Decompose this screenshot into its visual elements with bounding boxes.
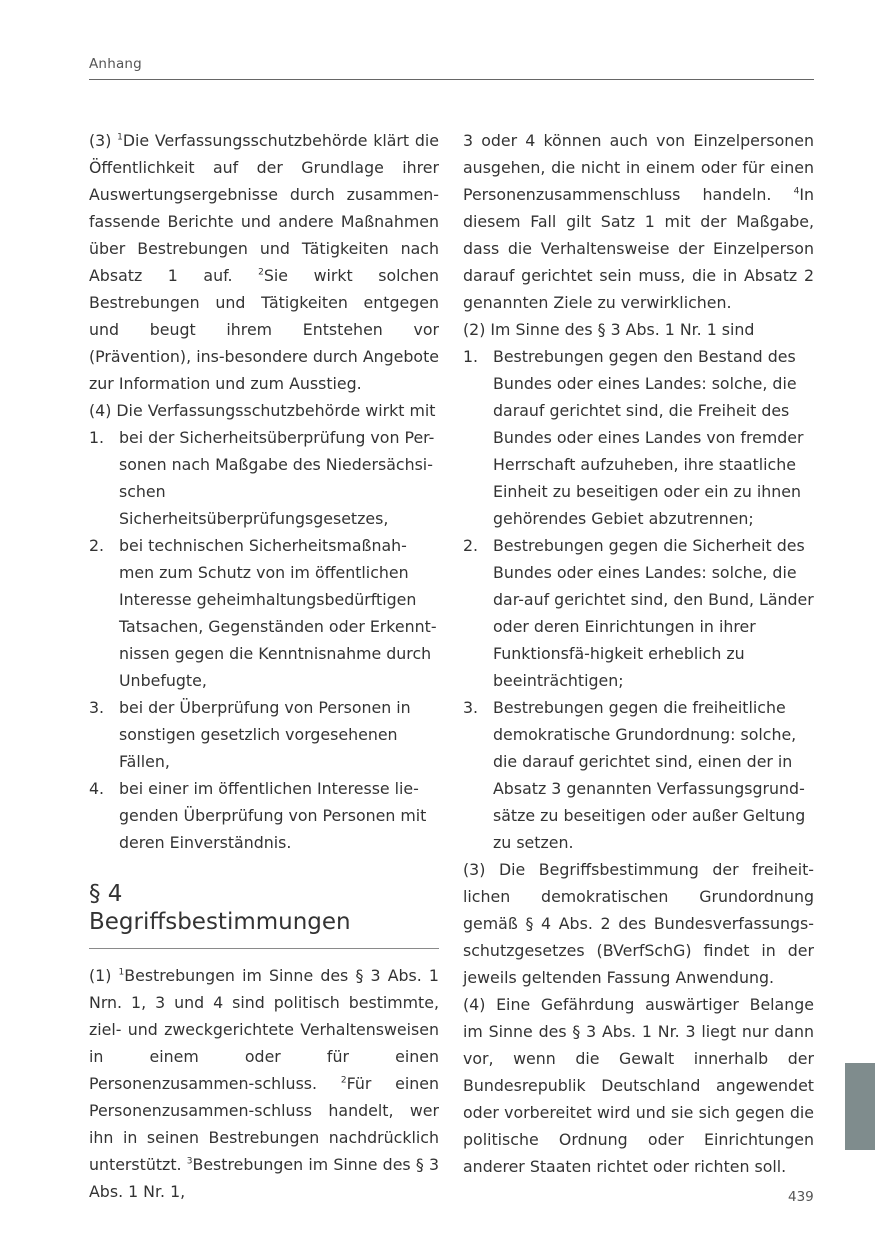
paragraph-3 [89, 127, 439, 397]
page-number: 439 [788, 1189, 814, 1205]
list-item [463, 694, 814, 856]
sentence-number: 3 [186, 1156, 193, 1167]
list-item [89, 775, 439, 856]
list-number: 3. [463, 698, 479, 717]
paragraph-1 [89, 962, 439, 1205]
list-text: Bestrebungen gegen die Sicherheit des Bundes oder eines Landes: solche, die dar-auf gerichtet sind, den Bund, Länder oder deren Einrichtungen in ihrer Funktionsfä-higkeit erheblich zu beeinträchtigen; [493, 536, 814, 690]
section-rule [89, 948, 439, 949]
paragraph-3: (3) Die Begriffsbestimmung der freiheit-lichen demokratischen Grundordnung gemäß § 4 Abs. 2 des Bundesverfassungs-schutzgesetzes (BVerfSchG) findet in der jeweils geltenden Fassung Anwendung. [463, 860, 814, 987]
list-text: Bestrebungen gegen den Bestand des Bundes oder eines Landes: solche, die darauf gerichtet sind, die Freiheit des Bundes oder eines Landes von fremder Herrschaft aufzuheben, ihre staatliche Einheit zu beseitigen oder ein zu ihnen gehörendes Gebiet abzutrennen; [493, 347, 804, 528]
list-number: 1. [463, 347, 479, 366]
section-number: § 4 [89, 881, 123, 907]
enumeration-list [463, 343, 814, 856]
sentence-number: 4 [793, 186, 800, 197]
paragraph-text: Sie wirkt solchen Bestrebungen und Tätigkeiten entgegen und beugt ihrem Entstehen vor (Prävention), ins-besondere durch Angebote zur Information und zum Ausstieg. [89, 266, 439, 393]
list-number: 1. [89, 428, 105, 447]
sentence-number: 2 [340, 1075, 347, 1086]
enumeration-list [89, 424, 439, 856]
sentence-number: 1 [117, 132, 123, 143]
left-column [89, 127, 439, 1205]
paragraph-text: Die Verfassungsschutzbehörde klärt die Öffentlichkeit auf der Grundlage ihrer Auswertungsergebnisse durch zusammen-fassende Berichte und andere Maßnahmen über Bestrebungen und Tätigkeiten nach Absatz 1 auf. [89, 131, 439, 285]
header-rule [89, 79, 814, 80]
list-text: Bestrebungen gegen die freiheitliche demokratische Grundordnung: solche, die darauf gerichtet sind, einen der in Absatz 3 genannten Verfassungsgrund-sätze zu beseitigen oder außer Geltung zu setzen. [493, 698, 806, 852]
running-header: Anhang [89, 56, 142, 72]
chapter-tab-marker [845, 1063, 875, 1150]
sentence-number: 1 [118, 967, 125, 978]
list-number: 3. [89, 698, 105, 717]
paragraph-4: (4) Eine Gefährdung auswärtiger Belange im Sinne des § 3 Abs. 1 Nr. 3 liegt nur dann vor, wenn die Gewalt innerhalb der Bundesrepublik Deutschland angewendet oder vorbereitet wird und sie sich gegen die politische Ordnung oder Einrichtungen anderer Staaten richtet oder richten soll. [463, 995, 814, 1176]
section-title: Begriffsbestimmungen [89, 909, 351, 935]
list-text: bei der Überprüfung von Personen in sonstigen gesetzlich vorgesehenen Fällen, [119, 698, 411, 771]
paragraph-text: Für einen Personenzusammen-schluss handelt, wer ihn in seinen Bestrebungen nachdrücklich unterstützt. [89, 1074, 439, 1174]
paragraph-continuation [463, 127, 814, 316]
paragraph-text: In diesem Fall gilt Satz 1 mit der Maßgabe, dass die Verhaltensweise der Einzelperson darauf gerichtet sein muss, die in Absatz 2 genannten Ziele zu verwirklichen. [463, 185, 814, 312]
list-item [89, 424, 439, 532]
paragraph-number: (1) [89, 966, 119, 985]
section-heading [89, 880, 439, 936]
right-column [463, 127, 814, 1180]
list-number: 2. [463, 536, 479, 555]
paragraph-text: 3 oder 4 können auch von Einzelpersonen ausgehen, die nicht in einem oder für einen Personenzusammenschluss handeln. [463, 131, 814, 204]
list-text: bei der Sicherheitsüberprüfung von Per-sonen nach Maßgabe des Niedersächsi-schen Sicherheitsüberprüfungsgesetzes, [119, 428, 435, 528]
list-item [463, 532, 814, 694]
list-item [89, 532, 439, 694]
list-number: 4. [89, 779, 105, 798]
paragraph-text: Bestrebungen im Sinne des § 3 Abs. 1 Nrn. 1, 3 und 4 sind politisch bestimmte, ziel- und zweckgerichtete Verhaltensweisen in einem oder für einen Personenzusammen-schluss. [89, 966, 439, 1093]
list-item [463, 343, 814, 532]
list-text: bei technischen Sicherheitsmaßnah-men zum Schutz von im öffentlichen Interesse geheimhaltungsbedürftigen Tatsachen, Gegenständen oder Erkennt-nissen gegen die Kenntnisnahme durch Unbefugte, [119, 536, 437, 690]
sentence-number: 2 [258, 267, 264, 278]
paragraph-number: (3) [89, 131, 118, 150]
paragraph-text: Bestrebungen im Sinne des § 3 Abs. 1 Nr. 1, [89, 1155, 439, 1201]
list-text: bei einer im öffentlichen Interesse lie-genden Überprüfung von Personen mit deren Einverständnis. [119, 779, 427, 852]
paragraph-4: (4) Die Verfassungsschutzbehörde wirkt mit [89, 401, 436, 420]
list-number: 2. [89, 536, 105, 555]
list-item [89, 694, 439, 775]
paragraph-2: (2) Im Sinne des § 3 Abs. 1 Nr. 1 sind [463, 320, 755, 339]
